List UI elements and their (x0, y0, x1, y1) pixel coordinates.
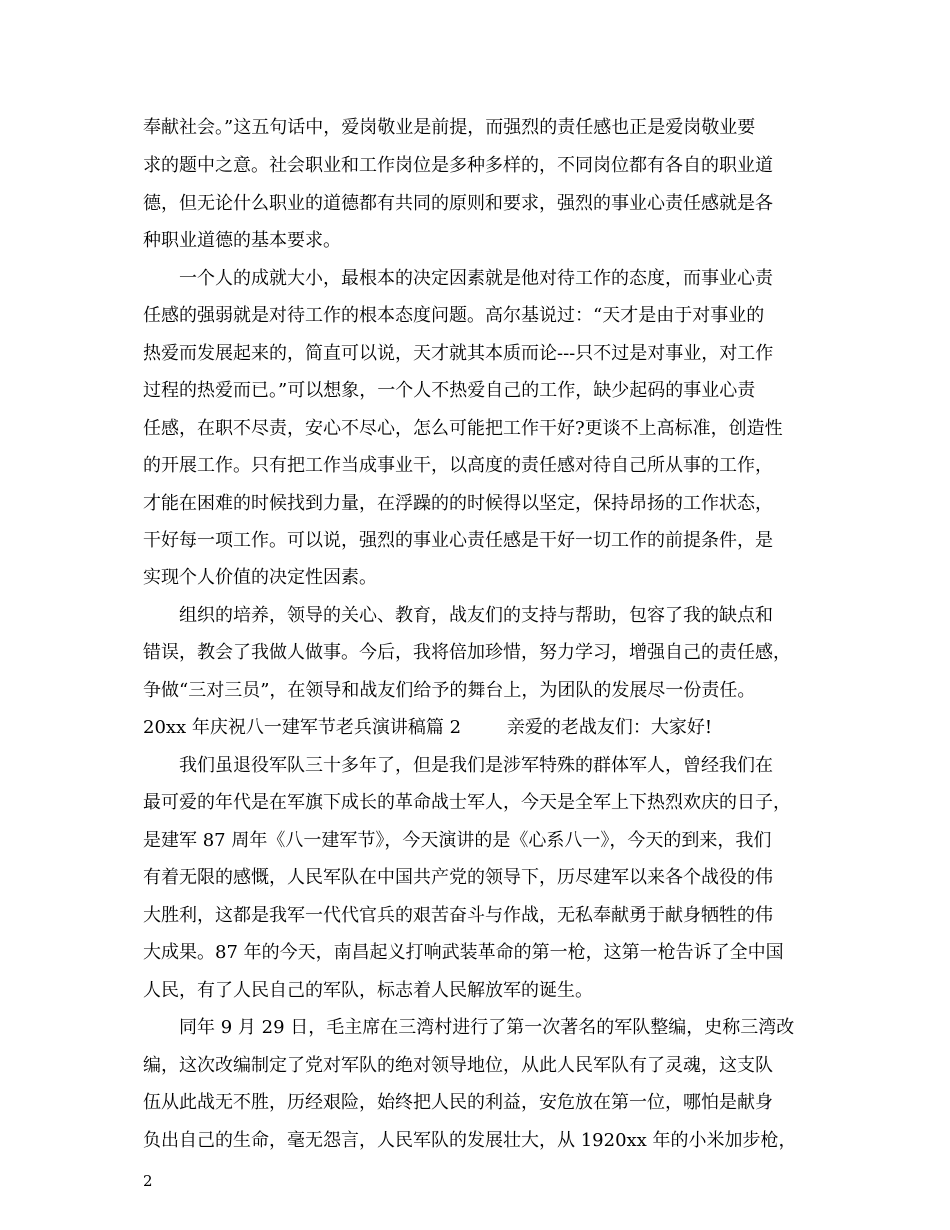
text-line: 热爱而发展起来的，简直可以说，天才就其本质而论---只不过是对事业，对工作 (143, 343, 774, 364)
text-line: 的开展工作。只有把工作当成事业干，以高度的责任感对待自己所从事的工作， (143, 455, 773, 476)
text-line: 干好每一项工作。可以说，强烈的事业心责任感是干好一切工作的前提条件，是 (143, 530, 773, 551)
text-line: 人民，有了人民自己的军队，标志着人民解放军的诞生。 (143, 980, 593, 1001)
text-line: 编，这次改编制定了党对军队的绝对领导地位，从此人民军队有了灵魂，这支队 (143, 1055, 773, 1076)
text-line: 最可爱的年代是在军旗下成长的革命战士军人，今天是全军上下热烈欢庆的日子， (143, 792, 791, 813)
text-line: 任感，在职不尽责，安心不尽心，怎么可能把工作干好?更谈不上高标准，创造性 (143, 418, 783, 439)
text-line: 同年 9 月 29 日，毛主席在三湾村进行了第一次著名的军队整编，史称三湾改 (179, 1017, 795, 1038)
text-line: 实现个人价值的决定性因素。 (143, 567, 377, 588)
text-line: 伍从此战无不胜，历经艰险，始终把人民的利益，安危放在第一位，哪怕是献身 (143, 1092, 773, 1113)
text-line: 一个人的成就大小，最根本的决定因素就是他对待工作的态度，而事业心责 (179, 268, 773, 289)
text-line: 德，但无论什么职业的道德都有共同的原则和要求，强烈的事业心责任感就是各 (143, 193, 773, 214)
text-line: 大成果。87 年的今天，南昌起义打响武装革命的第一枪，这第一枪告诉了全中国 (143, 942, 784, 963)
text-line: 争做“三对三员”，在领导和战友们给予的舞台上，为团队的发展尽一份责任。 (143, 680, 756, 701)
text-line: 过程的热爱而已。”可以想象，一个人不热爱自己的工作，缺少起码的事业心责 (143, 380, 756, 401)
text-line: 大胜利，这都是我军一代代官兵的艰苦奋斗与作战，无私奉献勇于献身牺牲的伟 (143, 905, 773, 926)
text-line: 错误，教会了我做人做事。今后，我将倍加珍惜，努力学习，增强自己的责任感， (143, 642, 791, 663)
text-line: 有着无限的感慨，人民军队在中国共产党的领导下，历尽建军以来各个战役的伟 (143, 867, 773, 888)
section-heading: 20xx 年庆祝八一建军节老兵演讲稿篇 2 亲爱的老战友们：大家好! (143, 717, 713, 738)
page-number: 2 (143, 1172, 153, 1190)
text-line: 奉献社会。”这五句话中，爱岗敬业是前提，而强烈的责任感也正是爱岗敬业要 (143, 117, 756, 138)
text-line: 组织的培养，领导的关心、教育，战友们的支持与帮助，包容了我的缺点和 (179, 605, 773, 626)
text-line: 任感的强弱就是对待工作的根本态度问题。高尔基说过：“天才是由于对事业的 (143, 305, 765, 326)
text-line: 是建军 87 周年《八一建军节》，今天演讲的是《心系八一》，今天的到来，我们 (143, 830, 772, 851)
text-line: 我们虽退役军队三十多年了，但是我们是涉军特殊的群体军人，曾经我们在 (179, 755, 773, 776)
text-line: 才能在困难的时候找到力量，在浮躁的的时候得以坚定，保持昂扬的工作状态， (143, 493, 773, 514)
text-line: 负出自己的生命，毫无怨言，人民军队的发展壮大，从 1920xx 年的小米加步枪， (143, 1130, 797, 1151)
text-line: 种职业道德的基本要求。 (143, 230, 341, 251)
text-line: 求的题中之意。社会职业和工作岗位是多种多样的，不同岗位都有各自的职业道 (143, 155, 773, 176)
